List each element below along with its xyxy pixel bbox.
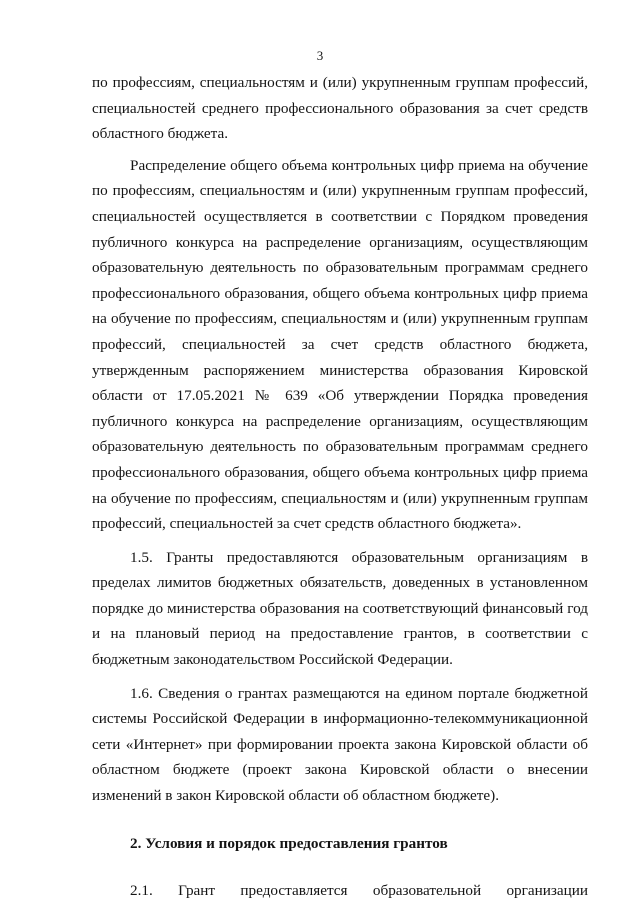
- section-heading: 2. Условия и порядок предоставления грантов: [130, 834, 448, 852]
- paragraph-2-1-start: 2.1. Грант предоставляется образовательной организации: [130, 882, 588, 900]
- paragraph-1-5: 1.5. Гранты предоставляются образовательным организациям в пределах лимитов бюджетных обязательств, доведенных в установленном порядке до министерства образования на соответствующий финансовый год и на плановый период на предоставление грантов, в соответствии с бюджетным законодательством Российской Федерации.: [92, 548, 588, 669]
- paragraph-1-6: 1.6. Сведения о грантах размещаются на едином портале бюджетной системы Российской Федерации в информационно-телекоммуникационной сети «Интернет» при формировании проекта закона Кировской области об областном бюджете (проект закона Кировской области о внесении изменений в закон Кировской области об областном бюджете).: [92, 684, 588, 805]
- paragraph-continuation: по профессиям, специальностям и (или) укрупненным группам профессий, специальностей среднего профессионального образования за счет средств областного бюджета.: [92, 74, 588, 143]
- paragraph-distribution: Распределение общего объема контрольных цифр приема на обучение по профессиям, специальностям и (или) укрупненным группам профессий, специальностей осуществляется в соответствии с Порядком проведения публичного конкурса на распределение организациям, осуществляющим образовательную деятельность по образовательным программам среднего профессионального образования, общего объема контрольных цифр приема на обучение по профессиям, специальностям и (или) укрупненным группам профессий, специальностей за счет средств областного бюджета, утвержденным распоряжением министерства образования Кировской области от 17.05.2021 № 639 «Об утверждении Порядка проведения публичного конкурса на распределение организациям, осуществляющим образовательную деятельность по образовательным программам среднего профессионального образования, общего объема контрольных цифр приема на обучение по профессиям, специальностям и (или) укрупненным группам профессий, специальностей за счет средств областного бюджета».: [92, 156, 588, 533]
- page-number: 3: [316, 48, 324, 63]
- document-body: [92, 70, 588, 904]
